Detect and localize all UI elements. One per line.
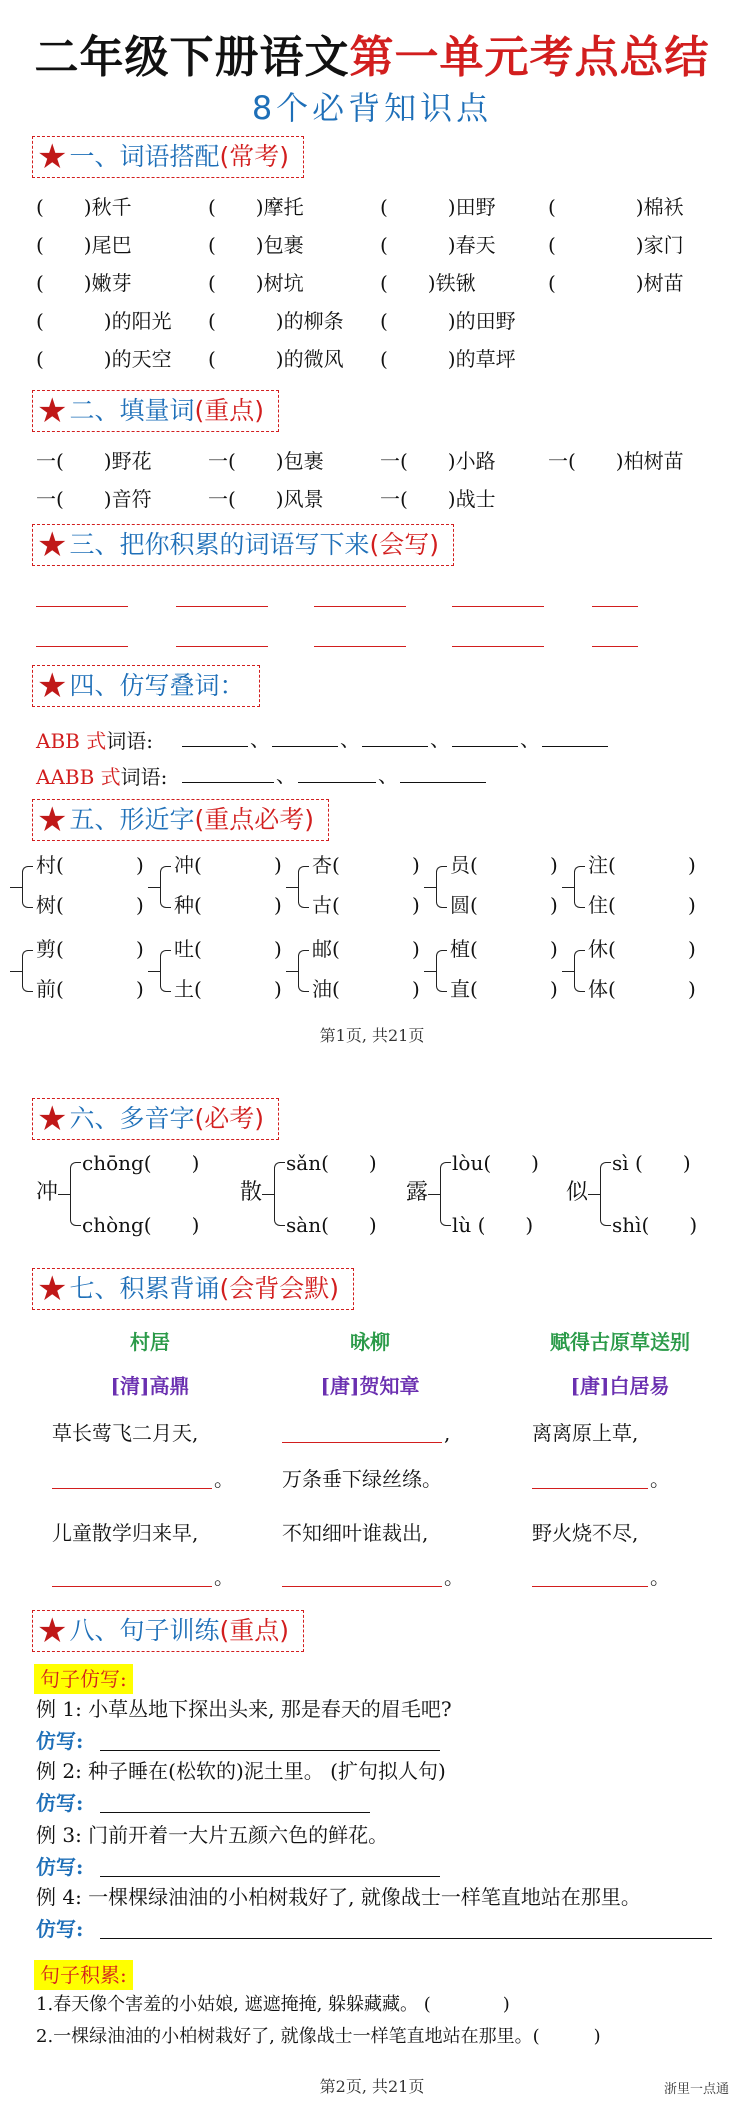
answer-blank[interactable] [452, 646, 544, 647]
similar-char: 邮( [312, 937, 340, 961]
section-3-header: ★三、把你积累的词语写下来(会写) [32, 524, 454, 566]
collocation-item: ( )树坑 [208, 271, 304, 295]
brace-icon [70, 1162, 81, 1226]
answer-blank[interactable] [314, 606, 406, 607]
section-8-header: ★八、句子训练(重点) [32, 1610, 304, 1652]
brace-icon [440, 1162, 451, 1226]
star-icon: ★ [37, 1611, 68, 1651]
measure-item: 一( )音符 [36, 487, 152, 511]
answer-blank[interactable] [176, 606, 268, 607]
poem-line: 万条垂下绿丝绦。 [282, 1467, 442, 1491]
imitation-label: 仿写: [36, 1729, 84, 1753]
polyphone-char: 露 [406, 1180, 429, 1205]
collocation-item: ( )嫩芽 [36, 271, 132, 295]
polyphone-reading: shì( ) [612, 1213, 698, 1237]
similar-char: 圆( [450, 893, 478, 917]
close-paren: ) [412, 893, 420, 917]
polyphone-reading: sì ( ) [612, 1151, 691, 1175]
similar-char: 前( [36, 977, 64, 1001]
close-paren: ) [688, 893, 696, 917]
close-paren: ) [136, 853, 144, 877]
answer-blank[interactable] [52, 1488, 212, 1489]
close-paren: ) [688, 853, 696, 877]
answer-blank[interactable] [592, 606, 638, 607]
polyphone-reading: sàn( ) [286, 1213, 377, 1237]
answer-blank[interactable] [532, 1488, 648, 1489]
page-number: 第1页, 共21页 [319, 1026, 425, 1045]
collocation-item: ( )棉袄 [548, 195, 684, 219]
collocation-item: ( )秋千 [36, 195, 132, 219]
star-icon: ★ [37, 1099, 68, 1139]
imitation-label: 仿写: [36, 1791, 84, 1815]
similar-char: 树( [36, 893, 64, 917]
similar-char: 员( [450, 853, 478, 877]
answer-blank[interactable] [282, 1442, 442, 1443]
close-paren: ) [412, 977, 420, 1001]
answer-blank[interactable] [52, 1586, 212, 1587]
brace-icon [160, 950, 171, 992]
star-icon: ★ [37, 137, 68, 177]
close-paren: ) [550, 937, 558, 961]
brace-icon [436, 950, 447, 992]
answer-blank[interactable] [452, 606, 544, 607]
answer-blank[interactable] [314, 646, 406, 647]
measure-item: 一( )战士 [380, 487, 496, 511]
answer-blank[interactable] [362, 746, 428, 747]
answer-blank[interactable] [100, 1938, 712, 1939]
brace-icon [574, 950, 585, 992]
close-paren: ) [274, 853, 282, 877]
poem-title: 村居 [130, 1330, 170, 1354]
page-subtitle: 8个必背知识点 [251, 89, 493, 127]
close-paren: ) [550, 977, 558, 1001]
example-3: 例 3: 门前开着一大片五颜六色的鲜花。 [36, 1823, 389, 1847]
close-paren: ) [412, 853, 420, 877]
close-paren: ) [688, 977, 696, 1001]
star-icon: ★ [37, 800, 68, 840]
collocation-item: ( )摩托 [208, 195, 304, 219]
imitation-label: 仿写: [36, 1855, 84, 1879]
answer-blank[interactable] [182, 782, 274, 783]
page-title: 二年级下册语文第一单元考点总结 [34, 32, 710, 83]
imitation-label: 仿写: [36, 1917, 84, 1941]
close-paren: ) [136, 977, 144, 1001]
poem-line: 离离原上草, [532, 1421, 639, 1445]
answer-blank[interactable] [400, 782, 486, 783]
similar-char: 种( [174, 893, 202, 917]
close-paren: ) [274, 937, 282, 961]
answer-blank[interactable] [592, 646, 638, 647]
answer-blank[interactable] [36, 646, 128, 647]
measure-item: 一( )包裹 [208, 449, 324, 473]
polyphone-reading: sǎn( ) [286, 1151, 377, 1175]
collocation-item: ( )的草坪 [380, 347, 516, 371]
poem-punct: 。 [214, 1467, 234, 1491]
poem-title: 咏柳 [350, 1330, 390, 1354]
section-6-header: ★六、多音字(必考) [32, 1098, 279, 1140]
watermark: 浙里一点通 [664, 2082, 730, 2097]
answer-blank[interactable] [182, 746, 248, 747]
imitation-heading: 句子仿写: [34, 1664, 133, 1694]
abb-label: ABB 式词语: [36, 729, 153, 753]
measure-item: 一( )风景 [208, 487, 324, 511]
poem-punct: 。 [214, 1565, 234, 1589]
star-icon: ★ [37, 1269, 68, 1309]
accumulate-heading: 句子积累: [34, 1960, 133, 1990]
collocation-item: ( )的阳光 [36, 309, 172, 333]
polyphone-reading: chōng( ) [82, 1151, 200, 1175]
similar-char: 冲( [174, 853, 202, 877]
poem-line: 野火烧不尽, [532, 1521, 639, 1545]
brace-icon [22, 866, 33, 908]
star-icon: ★ [37, 666, 68, 706]
example-1: 例 1: 小草丛地下探出头来, 那是春天的眉毛吧? [36, 1697, 452, 1721]
answer-blank[interactable] [532, 1586, 648, 1587]
section-4-header: ★四、仿写叠词： [32, 665, 260, 707]
close-paren: ) [274, 893, 282, 917]
brace-icon [436, 866, 447, 908]
section-1-header: ★一、词语搭配(常考) [32, 136, 304, 178]
brace-icon [160, 866, 171, 908]
section-5-header: ★五、形近字(重点必考) [32, 799, 329, 841]
poem-title: 赋得古原草送别 [550, 1330, 690, 1354]
similar-char: 住( [588, 893, 616, 917]
similar-char: 古( [312, 893, 340, 917]
similar-char: 注( [588, 853, 616, 877]
similar-char: 油( [312, 977, 340, 1001]
answer-blank[interactable] [100, 1750, 440, 1751]
close-paren: ) [550, 853, 558, 877]
collocation-item: ( )的柳条 [208, 309, 344, 333]
brace-icon [274, 1162, 285, 1226]
brace-icon [574, 866, 585, 908]
poem-line: 儿童散学归来早, [52, 1521, 199, 1545]
answer-blank[interactable] [36, 606, 128, 607]
close-paren: ) [550, 893, 558, 917]
collocation-item: ( )树苗 [548, 271, 684, 295]
aabb-label: AABB 式词语: [36, 765, 168, 789]
poem-punct: 。 [650, 1467, 670, 1491]
polyphone-char: 似 [566, 1180, 589, 1205]
poem-author: [唐]白居易 [570, 1374, 670, 1398]
answer-blank[interactable] [272, 746, 338, 747]
answer-blank[interactable] [542, 746, 608, 747]
example-2: 例 2: 种子睡在(松软的)泥土里。 (扩句拟人句) [36, 1759, 446, 1783]
star-icon: ★ [37, 525, 68, 565]
poem-author: [清]高鼎 [110, 1374, 190, 1398]
accumulate-sentence-2: 2.一棵绿油油的小柏树栽好了, 就像战士一样笔直地站在那里。( ) [36, 2026, 601, 2047]
collocation-item: ( )包裹 [208, 233, 304, 257]
similar-char: 直( [450, 977, 478, 1001]
collocation-item: ( )的微风 [208, 347, 344, 371]
measure-item: 一( )柏树苗 [548, 449, 684, 473]
answer-blank[interactable] [100, 1876, 440, 1877]
collocation-item: ( )春天 [380, 233, 496, 257]
page-number: 第2页, 共21页 [319, 2077, 425, 2096]
star-icon: ★ [37, 391, 68, 431]
poem-punct: 。 [444, 1565, 464, 1589]
collocation-item: ( )尾巴 [36, 233, 132, 257]
answer-blank[interactable] [282, 1586, 442, 1587]
example-4: 例 4: 一棵棵绿油油的小柏树栽好了, 就像战士一样笔直地站在那里。 [36, 1885, 641, 1909]
close-paren: ) [688, 937, 696, 961]
section-7-header: ★七、积累背诵(会背会默) [32, 1268, 354, 1310]
polyphone-char: 散 [240, 1180, 263, 1205]
similar-char: 休( [588, 937, 616, 961]
poem-line: 草长莺飞二月天, [52, 1421, 199, 1445]
section-2-header: ★二、填量词(重点) [32, 390, 279, 432]
polyphone-reading: chòng( ) [82, 1213, 200, 1237]
similar-char: 吐( [174, 937, 202, 961]
collocation-item: ( )田野 [380, 195, 496, 219]
accumulate-sentence-1: 1.春天像个害羞的小姑娘, 遮遮掩掩, 躲躲藏藏。 ( ) [36, 1994, 510, 2015]
similar-char: 村( [36, 853, 64, 877]
answer-blank[interactable] [452, 746, 518, 747]
brace-icon [298, 950, 309, 992]
close-paren: ) [136, 937, 144, 961]
collocation-item: ( )铁锹 [380, 271, 476, 295]
similar-char: 土( [174, 977, 202, 1001]
polyphone-char: 冲 [36, 1180, 59, 1205]
polyphone-reading: lòu( ) [452, 1151, 539, 1175]
close-paren: ) [136, 893, 144, 917]
collocation-item: ( )家门 [548, 233, 684, 257]
poem-punct: 。 [650, 1565, 670, 1589]
brace-icon [22, 950, 33, 992]
measure-item: 一( )野花 [36, 449, 152, 473]
collocation-item: ( )的田野 [380, 309, 516, 333]
answer-blank[interactable] [176, 646, 268, 647]
collocation-item: ( )的天空 [36, 347, 172, 371]
similar-char: 剪( [36, 937, 64, 961]
poem-author: [唐]贺知章 [320, 1374, 420, 1398]
similar-char: 植( [450, 937, 478, 961]
polyphone-reading: lù ( ) [452, 1213, 534, 1237]
similar-char: 体( [588, 977, 616, 1001]
poem-punct: , [444, 1421, 451, 1445]
poem-line: 不知细叶谁裁出, [282, 1521, 429, 1545]
close-paren: ) [274, 977, 282, 1001]
close-paren: ) [412, 937, 420, 961]
answer-blank[interactable] [298, 782, 376, 783]
answer-blank[interactable] [100, 1812, 370, 1813]
similar-char: 杏( [312, 853, 340, 877]
brace-icon [298, 866, 309, 908]
measure-item: 一( )小路 [380, 449, 496, 473]
brace-icon [600, 1162, 611, 1226]
